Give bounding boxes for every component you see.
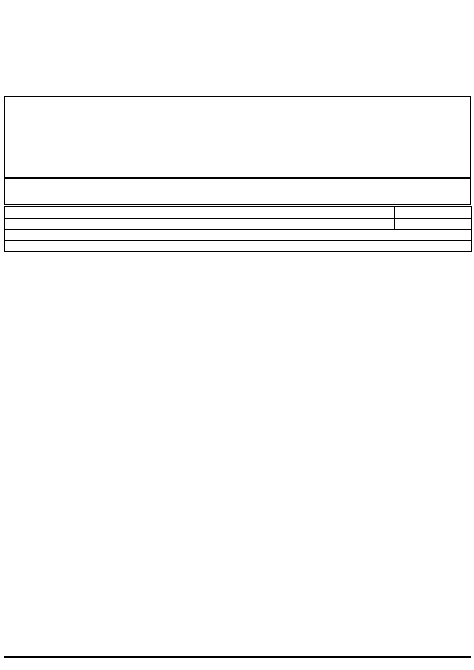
note-5 xyxy=(4,96,471,178)
section-a-heading xyxy=(5,230,472,241)
subsection-research-heading xyxy=(5,241,472,252)
note-6 xyxy=(4,178,471,205)
col-number-2 xyxy=(395,219,472,230)
page-footer xyxy=(4,656,471,658)
col-header-code xyxy=(395,207,472,219)
col-header-description xyxy=(5,207,395,219)
col-number-1 xyxy=(5,219,395,230)
purpose-code-table xyxy=(4,206,472,252)
